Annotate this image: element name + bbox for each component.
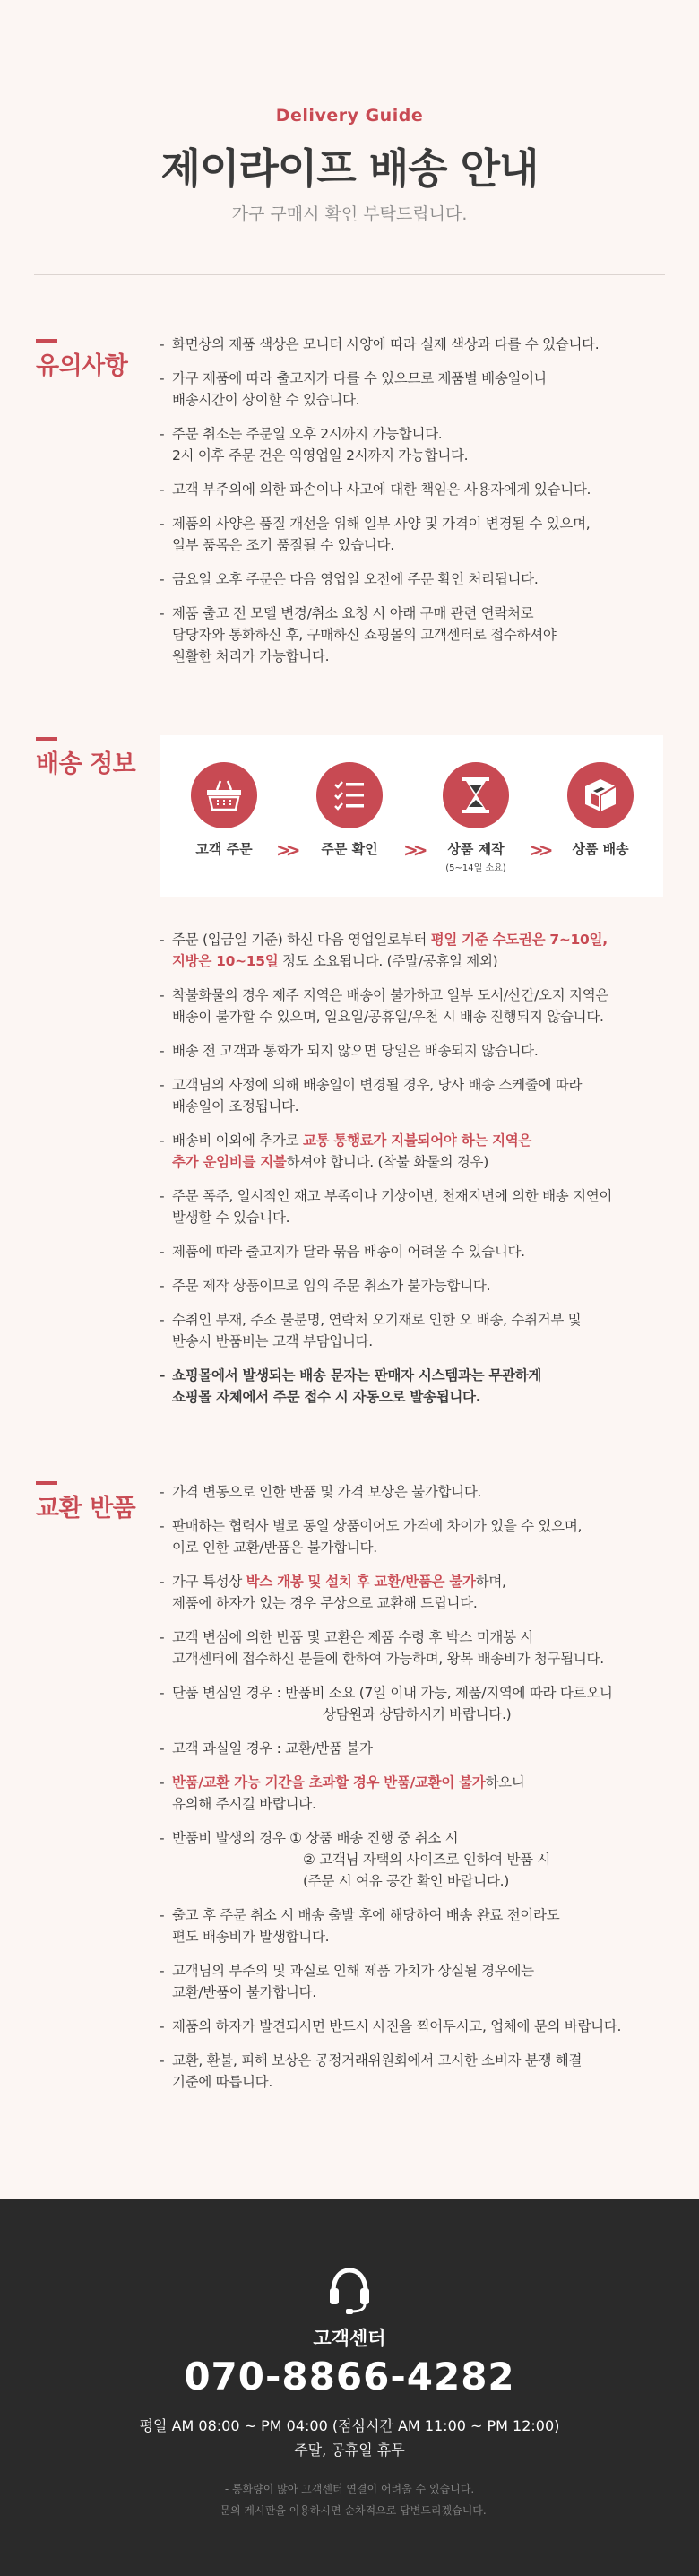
list-item: - 제품에 따라 출고지가 달라 묶음 배송이 어려울 수 있습니다. [160,1241,661,1262]
page-title: 제이라이프 배송 안내 [160,144,539,193]
exchange-section-title: 교환 반품 [36,1495,136,1522]
list-item: - 고객 부주의에 의한 파손이나 사고에 대한 책임은 사용자에게 있습니다. [160,479,661,500]
chevron-right-icon: >> [276,839,296,861]
list-item: - 화면상의 제품 색상은 모니터 사양에 따라 실제 색상과 다를 수 있습니다. [160,334,661,355]
eyebrow-label: Delivery Guide [275,106,424,126]
header-divider [34,274,665,275]
step-production [431,762,521,873]
list-item: - 주문 취소는 주문일 오후 2시까지 가능합니다. 2시 이후 주문 건은 익영업일 2시까지 가능합니다. [160,423,661,466]
delivery-accent-bar [36,737,57,741]
list-item: - 금요일 오후 주문은 다음 영업일 오전에 주문 확인 처리됩니다. [160,568,661,590]
list-item: - 쇼핑몰에서 발생되는 배송 문자는 판매자 시스템과는 무관하게 쇼핑몰 자체에서 주문 접수 시 자동으로 발송됩니다. [160,1365,661,1408]
step-label: 고객 주문 [195,841,253,857]
list-item: - 단품 변심일 경우 : 반품비 소요 (7일 이내 가능, 제품/지역에 따라 다르오니 상담원과 상담하시기 바랍니다.) [160,1682,661,1725]
list-item: - 가구 특성상 박스 개봉 및 설치 후 교환/반품은 불가하며, 제품에 하자가 있는 경우 무상으로 교환해 드립니다. [160,1571,661,1614]
list-item: - 반품/교환 가능 기간을 초과할 경우 반품/교환이 불가하오니 유의해 주시길 바랍니다. [160,1772,661,1815]
customer-center-label: 고객센터 [313,2328,386,2349]
notice-accent-bar [36,339,57,343]
notice-list [160,334,661,680]
guide-header [0,0,699,278]
delivery-section-title: 배송 정보 [36,750,136,778]
page-subtitle: 가구 구매시 확인 부탁드립니다. [231,204,468,224]
list-item: - 고객 과실일 경우 : 교환/반품 불가 [160,1738,661,1759]
step-customer-order [179,762,269,858]
exchange-accent-bar [36,1481,57,1485]
list-item: - 착불화물의 경우 제주 지역은 배송이 불가하고 일부 도서/산간/오지 지역은 배송이 불가할 수 있으며, 일요일/공휴일/우천 시 배송 진행되지 않습니다. [160,984,661,1028]
basket-icon [191,762,257,828]
chevron-right-icon: >> [403,839,423,861]
box-icon [567,762,634,828]
list-item: - 제품의 사양은 품질 개선을 위해 일부 사양 및 가격이 변경될 수 있으며, 일부 품목은 조기 품절될 수 있습니다. [160,513,661,556]
step-label: 상품 제작 [447,841,505,857]
notice-section-title: 유의사항 [36,352,128,380]
customer-center-footer [0,2199,699,2576]
step-note: (5~14일 소요) [445,863,506,873]
step-order-confirm [305,762,394,858]
list-item: - 제품의 하자가 발견되시면 반드시 사진을 찍어두시고, 업체에 문의 바랍니다. [160,2016,661,2037]
exchange-list [160,1481,661,2105]
hourglass-icon [443,762,509,828]
list-item: - 판매하는 협력사 별로 동일 상품이어도 가격에 차이가 있을 수 있으며, 이로 인한 교환/반품은 불가합니다. [160,1515,661,1558]
headset-icon [323,2263,376,2317]
list-item: - 고객 변심에 의한 반품 및 교환은 제품 수령 후 박스 미개봉 시 고객센터에 접수하신 분들에 한하여 가능하며, 왕복 배송비가 청구됩니다. [160,1626,661,1670]
list-item: - 반품비 발생의 경우 ① 상품 배송 진행 중 취소 시 ② 고객님 자택의 사이즈로 인하여 반품 시 (주문 시 여유 공간 확인 바랍니다.) [160,1827,661,1892]
list-item: - 가격 변동으로 인한 반품 및 가격 보상은 불가합니다. [160,1481,661,1503]
list-item: - 배송비 이외에 추가로 교통 통행료가 지불되어야 하는 지역은 추가 운임비를 지불하셔야 합니다. (착불 화물의 경우) [160,1130,661,1173]
list-item: - 가구 제품에 따라 출고지가 다를 수 있으므로 제품별 배송일이나 배송시간이 상이할 수 있습니다. [160,368,661,411]
list-item: - 고객님의 부주의 및 과실로 인해 제품 가치가 상실될 경우에는 교환/반품이 불가합니다. [160,1960,661,2003]
list-item: - 교환, 환불, 피해 보상은 공정거래위원회에서 고시한 소비자 분쟁 해결 기준에 따릅니다. [160,2050,661,2093]
delivery-list [160,929,661,1420]
delivery-steps [160,735,663,897]
list-item: - 배송 전 고객과 통화가 되지 않으면 당일은 배송되지 않습니다. [160,1040,661,1062]
list-item: - 고객님의 사정에 의해 배송일이 변경될 경우, 당사 배송 스케줄에 따라 배송일이 조정됩니다. [160,1074,661,1117]
list-item: - 출고 후 주문 취소 시 배송 출발 후에 해당하여 배송 완료 전이라도 편도 배송비가 발생합니다. [160,1904,661,1947]
step-shipping [556,762,645,858]
checklist-icon [316,762,383,828]
list-item: - 주문 (입금일 기준) 하신 다음 영업일로부터 평일 기준 수도권은 7~10일, 지방은 10~15일 정도 소요됩니다. (주말/공휴일 제외) [160,929,661,972]
step-label: 상품 배송 [572,841,629,857]
chevron-right-icon: >> [529,839,548,861]
step-label: 주문 확인 [321,841,378,857]
list-item: - 주문 폭주, 일시적인 재고 부족이나 기상이변, 천재지변에 의한 배송 지연이 발생할 수 있습니다. [160,1185,661,1228]
phone-number[interactable]: 070-8866-4282 [184,2355,515,2398]
footer-notes: - 통화량이 많아 고객센터 연결이 어려울 수 있습니다. - 문의 게시판을 이용하시면 순차적으로 답변드리겠습니다. [212,2483,487,2517]
business-hours: 평일 AM 08:00 ~ PM 04:00 (점심시간 AM 11:00 ~ PM 12:00) 주말, 공휴일 휴무 [139,2417,560,2459]
list-item: - 수취인 부재, 주소 불분명, 연락처 오기재로 인한 오 배송, 수취거부 및 반송시 반품비는 고객 부담입니다. [160,1309,661,1352]
list-item: - 주문 제작 상품이므로 임의 주문 취소가 불가능합니다. [160,1275,661,1297]
list-item: - 제품 출고 전 모델 변경/취소 요청 시 아래 구매 관련 연락처로 담당자와 통화하신 후, 구매하신 쇼핑몰의 고객센터로 접수하셔야 원활한 처리가 가능합니다. [160,603,661,667]
